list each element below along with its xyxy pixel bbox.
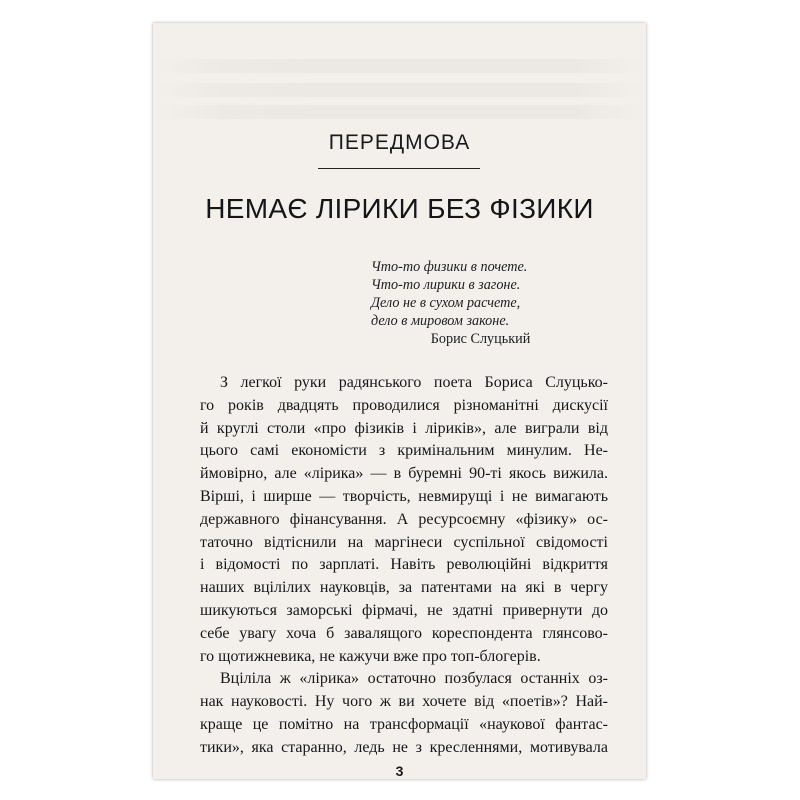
text-line: Вірші, і ширше — творчість, невмирущі і не вимагають	[200, 487, 608, 505]
text-line: шикуються заморські фірмачі, не здатні привернути до	[200, 601, 608, 619]
bleed-through-text	[153, 105, 646, 119]
text-line: Вцілілa ж «лірика» остаточно позбулася останніх оз-	[220, 670, 608, 688]
text-line: себе увагу хоча б завалящого кореспондента глянсово-	[200, 624, 608, 642]
text-line: тики», яка старанно, ледь не з кресленнями, мотивувала	[200, 738, 608, 756]
body-text	[200, 372, 608, 760]
text-line: таточно відтіснили на маргінеси суспільної свідомості	[200, 533, 608, 551]
paragraph	[200, 668, 608, 759]
paragraph	[200, 372, 608, 668]
epigraph-line: Дело не в сухом расчете,	[371, 295, 521, 311]
epigraph-author: Борис Слуцький	[430, 331, 531, 347]
epigraph-line: Что-то лирики в загоне.	[371, 277, 521, 293]
text-line: краще це помітно на трансформації «наукової фантас-	[200, 715, 608, 733]
page-number: 3	[395, 763, 404, 779]
epigraph	[371, 258, 531, 348]
book-page	[153, 23, 646, 779]
bleed-through-text	[153, 59, 646, 73]
chapter-heading: ПЕРЕДМОВА	[328, 131, 471, 154]
text-line: і відомості по зарплаті. Навіть революційні відкриття	[200, 556, 608, 574]
text-line: наших вцілілих науковців, за патентами на які в чергу	[200, 579, 608, 597]
page-title: НЕМАЄ ЛІРИКИ БЕЗ ФІЗИКИ	[205, 193, 594, 224]
bleed-through-text	[153, 83, 646, 97]
text-line: ймовірно, але «лірика» — в буремні 90-ті якось вижила.	[200, 465, 608, 483]
text-line: державного фінансування. А ресурсоємну «фізику» ос-	[200, 510, 608, 528]
text-line: го років двадцять проводилися різноманітні дискусії	[200, 396, 608, 414]
heading-divider	[318, 168, 480, 169]
text-line: цього самі економісти з кримінальним минулим. Не-	[200, 442, 608, 460]
epigraph-line: дело в мировом законе.	[371, 313, 510, 329]
text-line: нак науковості. Ну чого ж ви хочете від «поетів»? Най-	[200, 693, 608, 711]
text-line: й круглі столи «про фізиків і ліриків», але виграли від	[200, 419, 608, 437]
epigraph-line: Что-то физики в почете.	[371, 259, 528, 275]
text-line: З легкої руки радянського поета Бориса Слуцько-	[220, 374, 608, 391]
text-line: го щотижневика, не кажучи вже про топ-блогерів.	[200, 647, 541, 665]
